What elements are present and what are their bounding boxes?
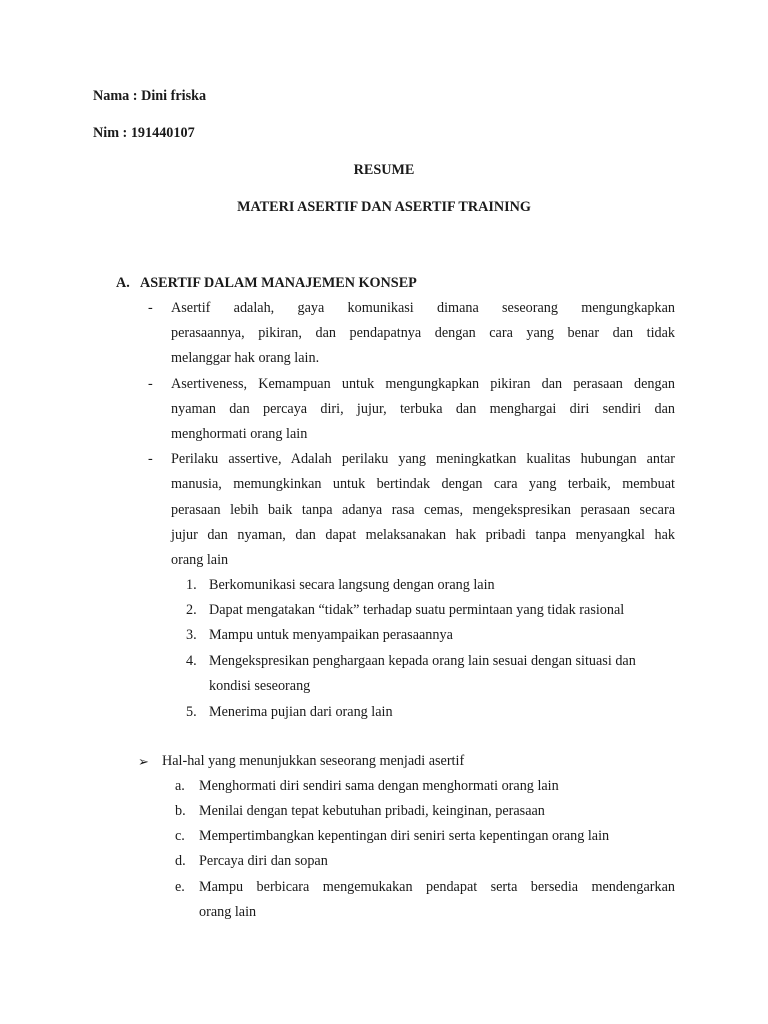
list-item: orang lain [199, 904, 257, 920]
arrow-bullet-icon: ➢ [138, 754, 149, 769]
list-item: Berkomunikasi secara langsung dengan orang lain [209, 577, 495, 593]
bullet-line: Perilaku assertive, Adalah perilaku yang meningkatkan kualitas hubungan antar [171, 451, 675, 467]
list-item: Mampu berbicara mengemukakan pendapat serta bersedia mendengarkan [199, 879, 675, 895]
section-heading: ASERTIF DALAM MANAJEMEN KONSEP [140, 275, 417, 291]
list-item: Dapat mengatakan “tidak” terhadap suatu permintaan yang tidak rasional [209, 602, 625, 618]
list-letter: a. [175, 778, 185, 794]
bullet-line: melanggar hak orang lain. [171, 350, 320, 366]
list-item: Menghormati diri sendiri sama dengan menghormati orang lain [199, 778, 559, 794]
list-number: 2. [186, 602, 197, 618]
bullet-line: Asertiveness, Kemampuan untuk mengungkapkan pikiran dan perasaan dengan [171, 376, 675, 392]
bullet-line: perasaannya, pikiran, dan pendapatnya dengan cara yang benar dan tidak [171, 325, 675, 341]
doc-title: RESUME [353, 162, 415, 178]
list-number: 3. [186, 627, 197, 643]
subsection-heading: Hal-hal yang menunjukkan seseorang menjadi asertif [162, 753, 465, 769]
list-item: Mampu untuk menyampaikan perasaannya [209, 627, 453, 643]
section-marker: A. [116, 275, 130, 291]
list-number: 1. [186, 577, 197, 593]
list-item: Mengekspresikan penghargaan kepada orang lain sesuai dengan situasi dan [209, 653, 636, 669]
list-item: Mempertimbangkan kepentingan diri seniri serta kepentingan orang lain [199, 828, 610, 844]
list-item: Menilai dengan tepat kebutuhan pribadi, keinginan, perasaan [199, 803, 545, 819]
list-letter: d. [175, 853, 186, 869]
bullet-line: orang lain [171, 552, 229, 568]
student-nim: Nim : 191440107 [93, 125, 195, 141]
list-item: Menerima pujian dari orang lain [209, 704, 393, 720]
bullet-dash: - [148, 376, 153, 392]
list-letter: e. [175, 879, 185, 895]
list-letter: b. [175, 803, 186, 819]
doc-subtitle: MATERI ASERTIF DAN ASERTIF TRAINING [237, 199, 531, 215]
list-letter: c. [175, 828, 185, 844]
bullet-line: jujur dan nyaman, dan dapat melaksanakan hak pribadi tanpa menyangkal hak [171, 527, 675, 543]
bullet-line: menghormati orang lain [171, 426, 308, 442]
student-name: Nama : Dini friska [93, 88, 207, 104]
list-item: Percaya diri dan sopan [199, 853, 328, 869]
bullet-line: nyaman dan percaya diri, jujur, terbuka dan menghargai diri sendiri dan [171, 401, 675, 417]
bullet-dash: - [148, 300, 153, 316]
bullet-line: Asertif adalah, gaya komunikasi dimana seseorang mengungkapkan [171, 300, 675, 316]
bullet-dash: - [148, 451, 153, 467]
bullet-line: manusia, memungkinkan untuk bertindak dengan cara yang terbaik, membuat [171, 476, 675, 492]
list-number: 5. [186, 704, 197, 720]
list-item: kondisi seseorang [209, 678, 311, 694]
bullet-line: perasaan lebih baik tanpa adanya rasa cemas, mengekspresikan perasaan secara [171, 502, 675, 518]
list-number: 4. [186, 653, 197, 669]
